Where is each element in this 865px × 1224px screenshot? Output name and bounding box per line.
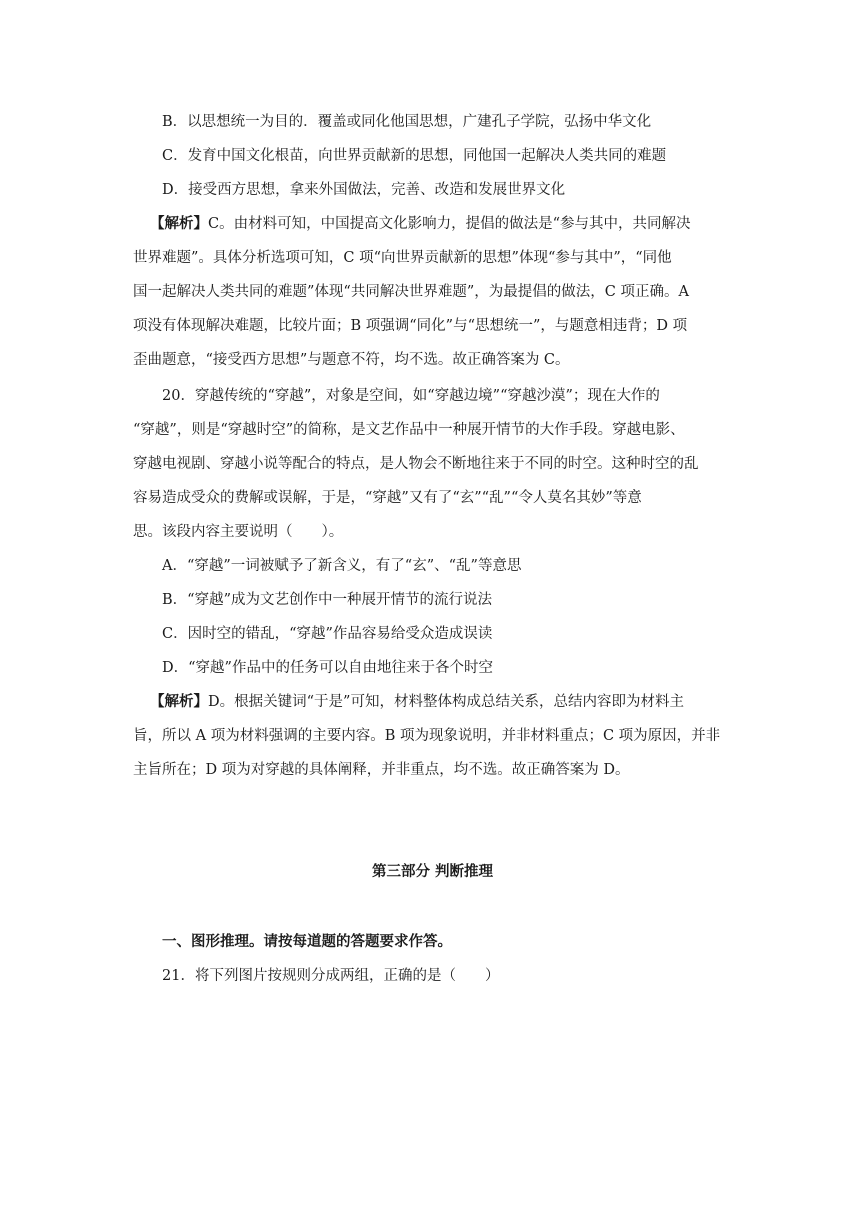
q20-analysis-line-3: 主旨所在；D 项为对穿越的具体阐释，并非重点，均不选。故正确答案为 D。 [133, 762, 630, 778]
q19-option-d: D．接受西方思想，拿来外国做法，完善、改造和发展世界文化 [162, 182, 566, 198]
q20-stem-line-2: “穿越”，则是“穿越时空”的简称，是文艺作品中一种展开情节的大作手段。穿越电影、 [133, 422, 685, 438]
q20-stem-line-4: 容易造成受众的费解或误解，于是，“穿越”又有了“玄”“乱”“令人莫名其妙”等意 [133, 490, 642, 506]
q19-analysis-line-5: 歪曲题意，“接受西方思想”与题意不符，均不选。故正确答案为 C。 [133, 352, 570, 368]
q20-option-c: C．因时空的错乱，“穿越”作品容易给受众造成误读 [162, 626, 493, 642]
section-title: 一、图形推理。请按每道题的答题要求作答。 [162, 933, 452, 950]
q19-analysis-text-1: C。由材料可知，中国提高文化影响力，提倡的做法是“参与其中，共同解决 [208, 216, 691, 232]
q20-option-a: A．“穿越”一词被赋予了新含义，有了“玄”、“乱”等意思 [162, 558, 522, 574]
q19-analysis-line-3: 国一起解决人类共同的难题”体现“共同解决世界难题”，为最提倡的做法，C 项正确。A [133, 284, 689, 300]
q20-analysis-text-1: D。根据关键词“于是”可知，材料整体构成总结关系，总结内容即为材料主 [208, 694, 684, 710]
q19-analysis-line-1 [150, 214, 691, 234]
q20-stem-line-3: 穿越电视剧、穿越小说等配合的特点，是人物会不断地往来于不同的时空。这种时空的乱 [133, 456, 699, 472]
q20-analysis-tag: 【解析】 [150, 693, 208, 710]
q20-stem-line-5: 思。该段内容主要说明（ ）。 [133, 524, 344, 540]
part3-title: 第三部分 判断推理 [371, 863, 494, 880]
q20-option-d: D．“穿越”作品中的任务可以自由地往来于各个时空 [162, 660, 493, 676]
q20-stem-line-1: 20．穿越传统的“穿越”，对象是空间，如“穿越边境”“穿越沙漠”；现在大作的 [162, 388, 660, 404]
q20-analysis-line-2: 旨，所以 A 项为材料强调的主要内容。B 项为现象说明，并非材料重点；C 项为原因，并非 [133, 728, 721, 744]
q19-option-b: B．以思想统一为目的．覆盖或同化他国思想，广建孔子学院，弘扬中华文化 [162, 114, 652, 130]
q19-analysis-tag: 【解析】 [150, 215, 208, 232]
q19-analysis-line-4: 项没有体现解决难题，比较片面；B 项强调“同化”与“思想统一”，与题意相违背；D 项 [133, 318, 688, 334]
q20-option-b: B．“穿越”成为文艺创作中一种展开情节的流行说法 [162, 592, 492, 608]
q20-analysis-line-1 [150, 692, 684, 712]
q19-analysis-line-2: 世界难题”。具体分析选项可知，C 项“向世界贡献新的思想”体现“参与其中”，“同他 [133, 250, 672, 266]
q19-option-c: C．发育中国文化根苗，向世界贡献新的思想，同他国一起解决人类共同的难题 [162, 148, 667, 164]
q21-stem: 21．将下列图片按规则分成两组，正确的是（ ） [162, 968, 500, 984]
